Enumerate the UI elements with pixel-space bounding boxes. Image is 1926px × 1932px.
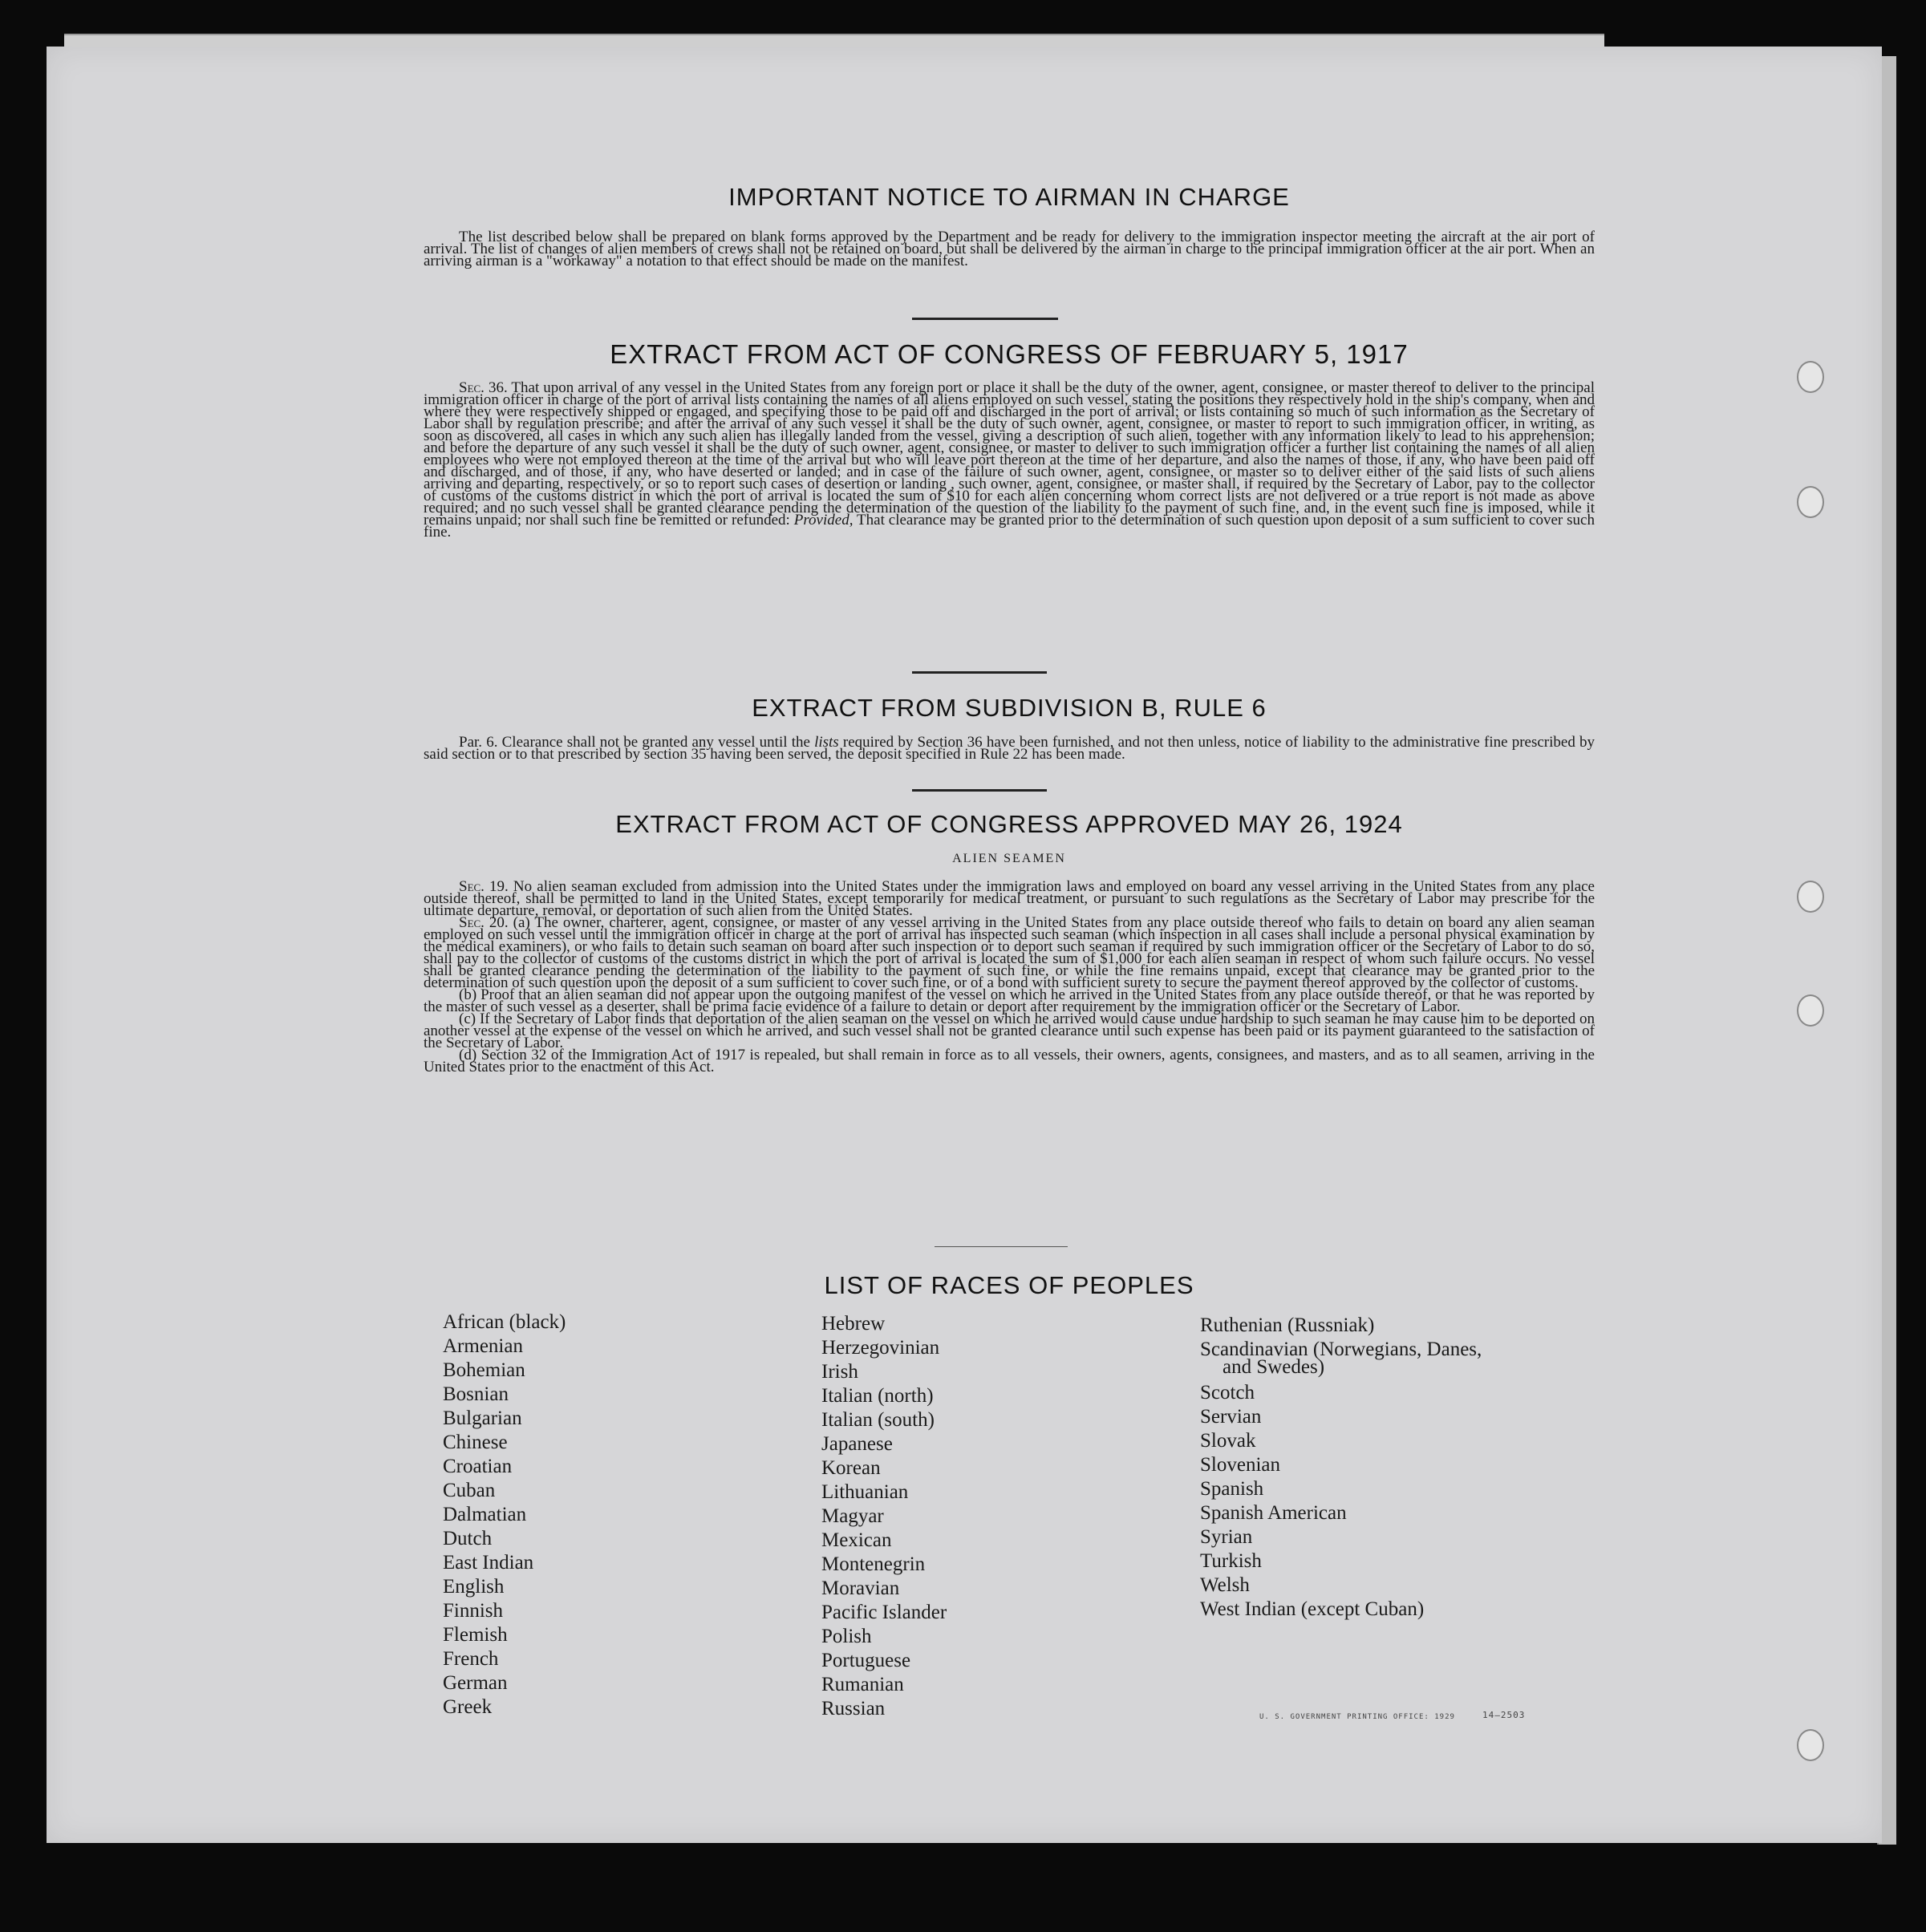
sec-20a-paragraph: [424, 914, 1595, 991]
races-column-1: [443, 1310, 566, 1719]
race-list-item: Mexican: [821, 1529, 892, 1551]
race-list-item: and Swedes): [1223, 1356, 1325, 1378]
race-list-item: Bulgarian: [443, 1407, 522, 1429]
act-1924-body: [424, 878, 1595, 1075]
race-list-item: Servian: [1200, 1406, 1262, 1428]
sec-20a-text: (a) The owner, charterer, agent, consignee, or master of any vessel arriving in the United States from any place outside thereof who fails to detain on board any alien seaman employed on such vessel until the immigration officer in charge at the port of arrival has inspected such seaman (which inspection in all cases shall include a personal physical examination by the medical examiners), or who fails to detain such seaman on board after such inspection or to deport such seaman if required by such immigration officer or the Secretary of Labor to do so, shall pay to the collector of customs of the customs district in which the port of arrival is located the sum of $1,000 for each alien seaman in respect of whom such failure occurs. No vessel shall be granted clearance pending the determination of the liability to the payment of such fine, or while the fine remains unpaid, except that clearance may be granted prior to the determination of such question upon the deposit of a sum sufficient to cover such fine, or of a bond with sufficient surety to secure the payment thereof approved by the collector of customs.: [424, 914, 1595, 991]
act-1917-title: EXTRACT FROM ACT OF CONGRESS OF FEBRUARY 5, 1917: [610, 339, 1409, 369]
lists-word: lists: [814, 734, 839, 751]
race-list-item: Croatian: [443, 1456, 513, 1477]
sec-19-text: No alien seaman excluded from admission into the United States under the immigration laws and employed on board any vessel arriving in the United States from any place outside thereof, shall be permitted to land in the United States, except temporarily for medical treatment, or pursuant to such regulations as the Secretary of Labor may prescribe for the ultimate departure, removal, or deportation of such alien from the United States.: [424, 878, 1595, 919]
race-list-item: Chinese: [443, 1432, 508, 1453]
sec-36-label: Sec. 36.: [459, 379, 508, 396]
race-list-item: German: [443, 1672, 508, 1694]
binder-hole: [1797, 994, 1824, 1027]
binder-hole: [1797, 361, 1824, 393]
race-list-item: Turkish: [1200, 1550, 1262, 1572]
race-list-item: Moravian: [821, 1578, 900, 1599]
act-1924-subtitle: ALIEN SEAMEN: [952, 852, 1066, 865]
document-page: [47, 47, 1882, 1843]
race-list-item: Portuguese: [821, 1650, 911, 1671]
binder-hole: [1797, 486, 1824, 518]
rule6-title: EXTRACT FROM SUBDIVISION B, RULE 6: [752, 694, 1267, 722]
section-divider: [912, 318, 1058, 320]
race-list-item: Magyar: [821, 1505, 884, 1527]
par-6-text-b: required by Section 36 have been furnished, and not then unless, notice of liability to the administrative fine prescribed by said section or to that prescribed by section 35 having been served, the deposit specified in Rule 22 has been made.: [424, 734, 1595, 763]
race-list-item: Bohemian: [443, 1359, 525, 1381]
race-list-item: Japanese: [821, 1433, 893, 1455]
sec-20c-paragraph: (c) If the Secretary of Labor finds that deportation of the alien seaman on the vessel on which he arrived would cause undue hardship to such seaman he may cause him to be deported on another vessel at the expense of the vessel on which he arrived, and such vessel shall not be granted clearance until such expense has been paid or its payment guaranteed to the satisfaction of the Secretary of Labor.: [424, 1011, 1595, 1051]
races-column-2: [821, 1312, 947, 1721]
sec-20b-paragraph: (b) Proof that an alien seaman did not appear upon the outgoing manifest of the vessel on which he arrived in the United States from any place outside thereof, or that he was reported by the master of such vessel as a deserter, shall be prima facie evidence of a failure to detain or deport after requirement by the immigration officer or the Secretary of Labor.: [424, 986, 1595, 1015]
race-list-item: Slovak: [1200, 1430, 1256, 1452]
race-list-item: Scandinavian (Norwegians, Danes,: [1200, 1339, 1482, 1360]
section-divider: [912, 671, 1047, 674]
race-list-item: Ruthenian (Russniak): [1200, 1314, 1375, 1336]
par-6-label: Par. 6.: [459, 734, 498, 751]
race-list-item: Slovenian: [1200, 1454, 1280, 1476]
race-list-item: English: [443, 1576, 505, 1598]
notice-title: IMPORTANT NOTICE TO AIRMAN IN CHARGE: [728, 183, 1290, 211]
race-list-item: African (black): [443, 1311, 566, 1333]
race-list-item: Finnish: [443, 1600, 504, 1622]
race-list-item: West Indian (except Cuban): [1200, 1598, 1425, 1620]
rule6-body: [424, 734, 1595, 763]
act-1917-body: [424, 379, 1595, 541]
section-divider: [912, 789, 1047, 792]
race-list-item: Italian (north): [821, 1385, 934, 1407]
race-list-item: Greek: [443, 1696, 493, 1718]
races-title: LIST OF RACES OF PEOPLES: [824, 1271, 1194, 1299]
act-1924-title: EXTRACT FROM ACT OF CONGRESS APPROVED MAY 26, 1924: [615, 810, 1403, 838]
par-6-text-a: Clearance shall not be granted any vessel until the: [501, 734, 810, 751]
printing-office-imprint: U. S. GOVERNMENT PRINTING OFFICE: 1929: [1259, 1713, 1455, 1721]
race-list-item: Dutch: [443, 1528, 493, 1549]
race-list-item: Syrian: [1200, 1526, 1253, 1548]
sec-19-paragraph: [424, 878, 1595, 919]
binder-hole: [1797, 881, 1824, 913]
sec-36-tail: That clearance may be granted prior to the determination of such question upon deposit of a sum sufficient to cover such fine.: [424, 512, 1595, 541]
sec-20-label: Sec. 20.: [459, 914, 509, 931]
provided-word: Provided,: [793, 512, 854, 529]
race-list-item: East Indian: [443, 1552, 534, 1574]
race-list-item: Cuban: [443, 1480, 496, 1501]
race-list-item: Irish: [821, 1361, 858, 1383]
race-list-item: Russian: [821, 1698, 886, 1719]
sec-20d-paragraph: (d) Section 32 of the Immigration Act of 1917 is repealed, but shall remain in force as to all vessels, their owners, agents, consignees, and masters, and as to all seamen, arriving in the United States prior to the enactment of this Act.: [424, 1047, 1595, 1075]
section-divider: [935, 1246, 1068, 1247]
race-list-item: Rumanian: [821, 1674, 904, 1695]
race-list-item: Hebrew: [821, 1313, 886, 1335]
sec-36-text: That upon arrival of any vessel in the United States from any foreign port or place it shall be the duty of the owner, agent, consignee, or master thereof to deliver to the principal immigration officer in charge of the port of arrival lists containing the names of all aliens employed on such vessel, stating the positions they respectively hold in the ship's company, when and where they were respectively shipped or engaged, and specifying those to be paid off and discharged in the port of arrival; or lists containing so much of such information as the Secretary of Labor shall by regulation prescribe; and after the arrival of any such vessel it shall be the duty of such owner, agent, consignee, or master to report to such immigration officer, in writing, as soon as discovered, all cases in which any such alien has illegally landed from the vessel, giving a description of such alien, together with any information likely to lead to his apprehension; and before the departure of any such vessel it shall be the duty of such owner, agent, consignee, or master to deliver to such immigration officer a further list containing the names of all alien employees who were not employed thereon at the time of the arrival but who will leave port thereon at the time of her departure, and also the names of those, if any, who have been paid off and discharged, and of those, if any, who have deserted or landed; and in case of the failure of such owner, agent, consignee, or master so to deliver either of the said lists of such aliens arriving and departing, respectively, or so to report such cases of desertion or landing , such owner, agent, consignee, or master shall, if required by the Secretary of Labor, pay to the collector of customs of the customs district in which the port of arrival is located the sum of $10 for each alien concerning whom correct lists are not delivered or a true report is not made as above required; and no such vessel shall be granted clearance pending the determination of the question of the liability to the payment of such fine, and, in the event such fine is imposed, while it remains unpaid; nor shall such fine be remitted or refunded:: [424, 379, 1595, 529]
notice-body: The list described below shall be prepared on blank forms approved by the Department and be ready for delivery to the immigration inspector meeting the aircraft at the air port of arrival. The list of changes of alien members of crews shall not be retained on board, but shall be delivered by the airman in charge to the principal immigration officer at the air port. When an arriving airman is a "workaway" a notation to that effect should be made on the manifest.: [424, 229, 1595, 269]
race-list-item: French: [443, 1648, 499, 1670]
race-list-item: Polish: [821, 1626, 872, 1647]
sec-19-label: Sec. 19.: [459, 878, 509, 895]
race-list-item: Pacific Islander: [821, 1602, 947, 1623]
races-column-3: [1200, 1314, 1482, 1622]
race-list-item: Herzegovinian: [821, 1337, 940, 1359]
race-list-item: Bosnian: [443, 1383, 509, 1405]
race-list-item: Dalmatian: [443, 1504, 527, 1525]
race-list-item: Italian (south): [821, 1409, 935, 1431]
race-list-item: Lithuanian: [821, 1481, 909, 1503]
race-list-item: Korean: [821, 1457, 881, 1479]
race-list-item: Scotch: [1200, 1382, 1255, 1403]
race-list-item: Welsh: [1200, 1574, 1250, 1596]
race-list-item: Montenegrin: [821, 1553, 926, 1575]
race-list-item: Flemish: [443, 1624, 508, 1646]
race-list-item: Armenian: [443, 1335, 523, 1357]
form-number: 14—2503: [1482, 1710, 1526, 1720]
binder-hole: [1797, 1729, 1824, 1761]
race-list-item: Spanish American: [1200, 1502, 1347, 1524]
race-list-item: Spanish: [1200, 1478, 1264, 1500]
